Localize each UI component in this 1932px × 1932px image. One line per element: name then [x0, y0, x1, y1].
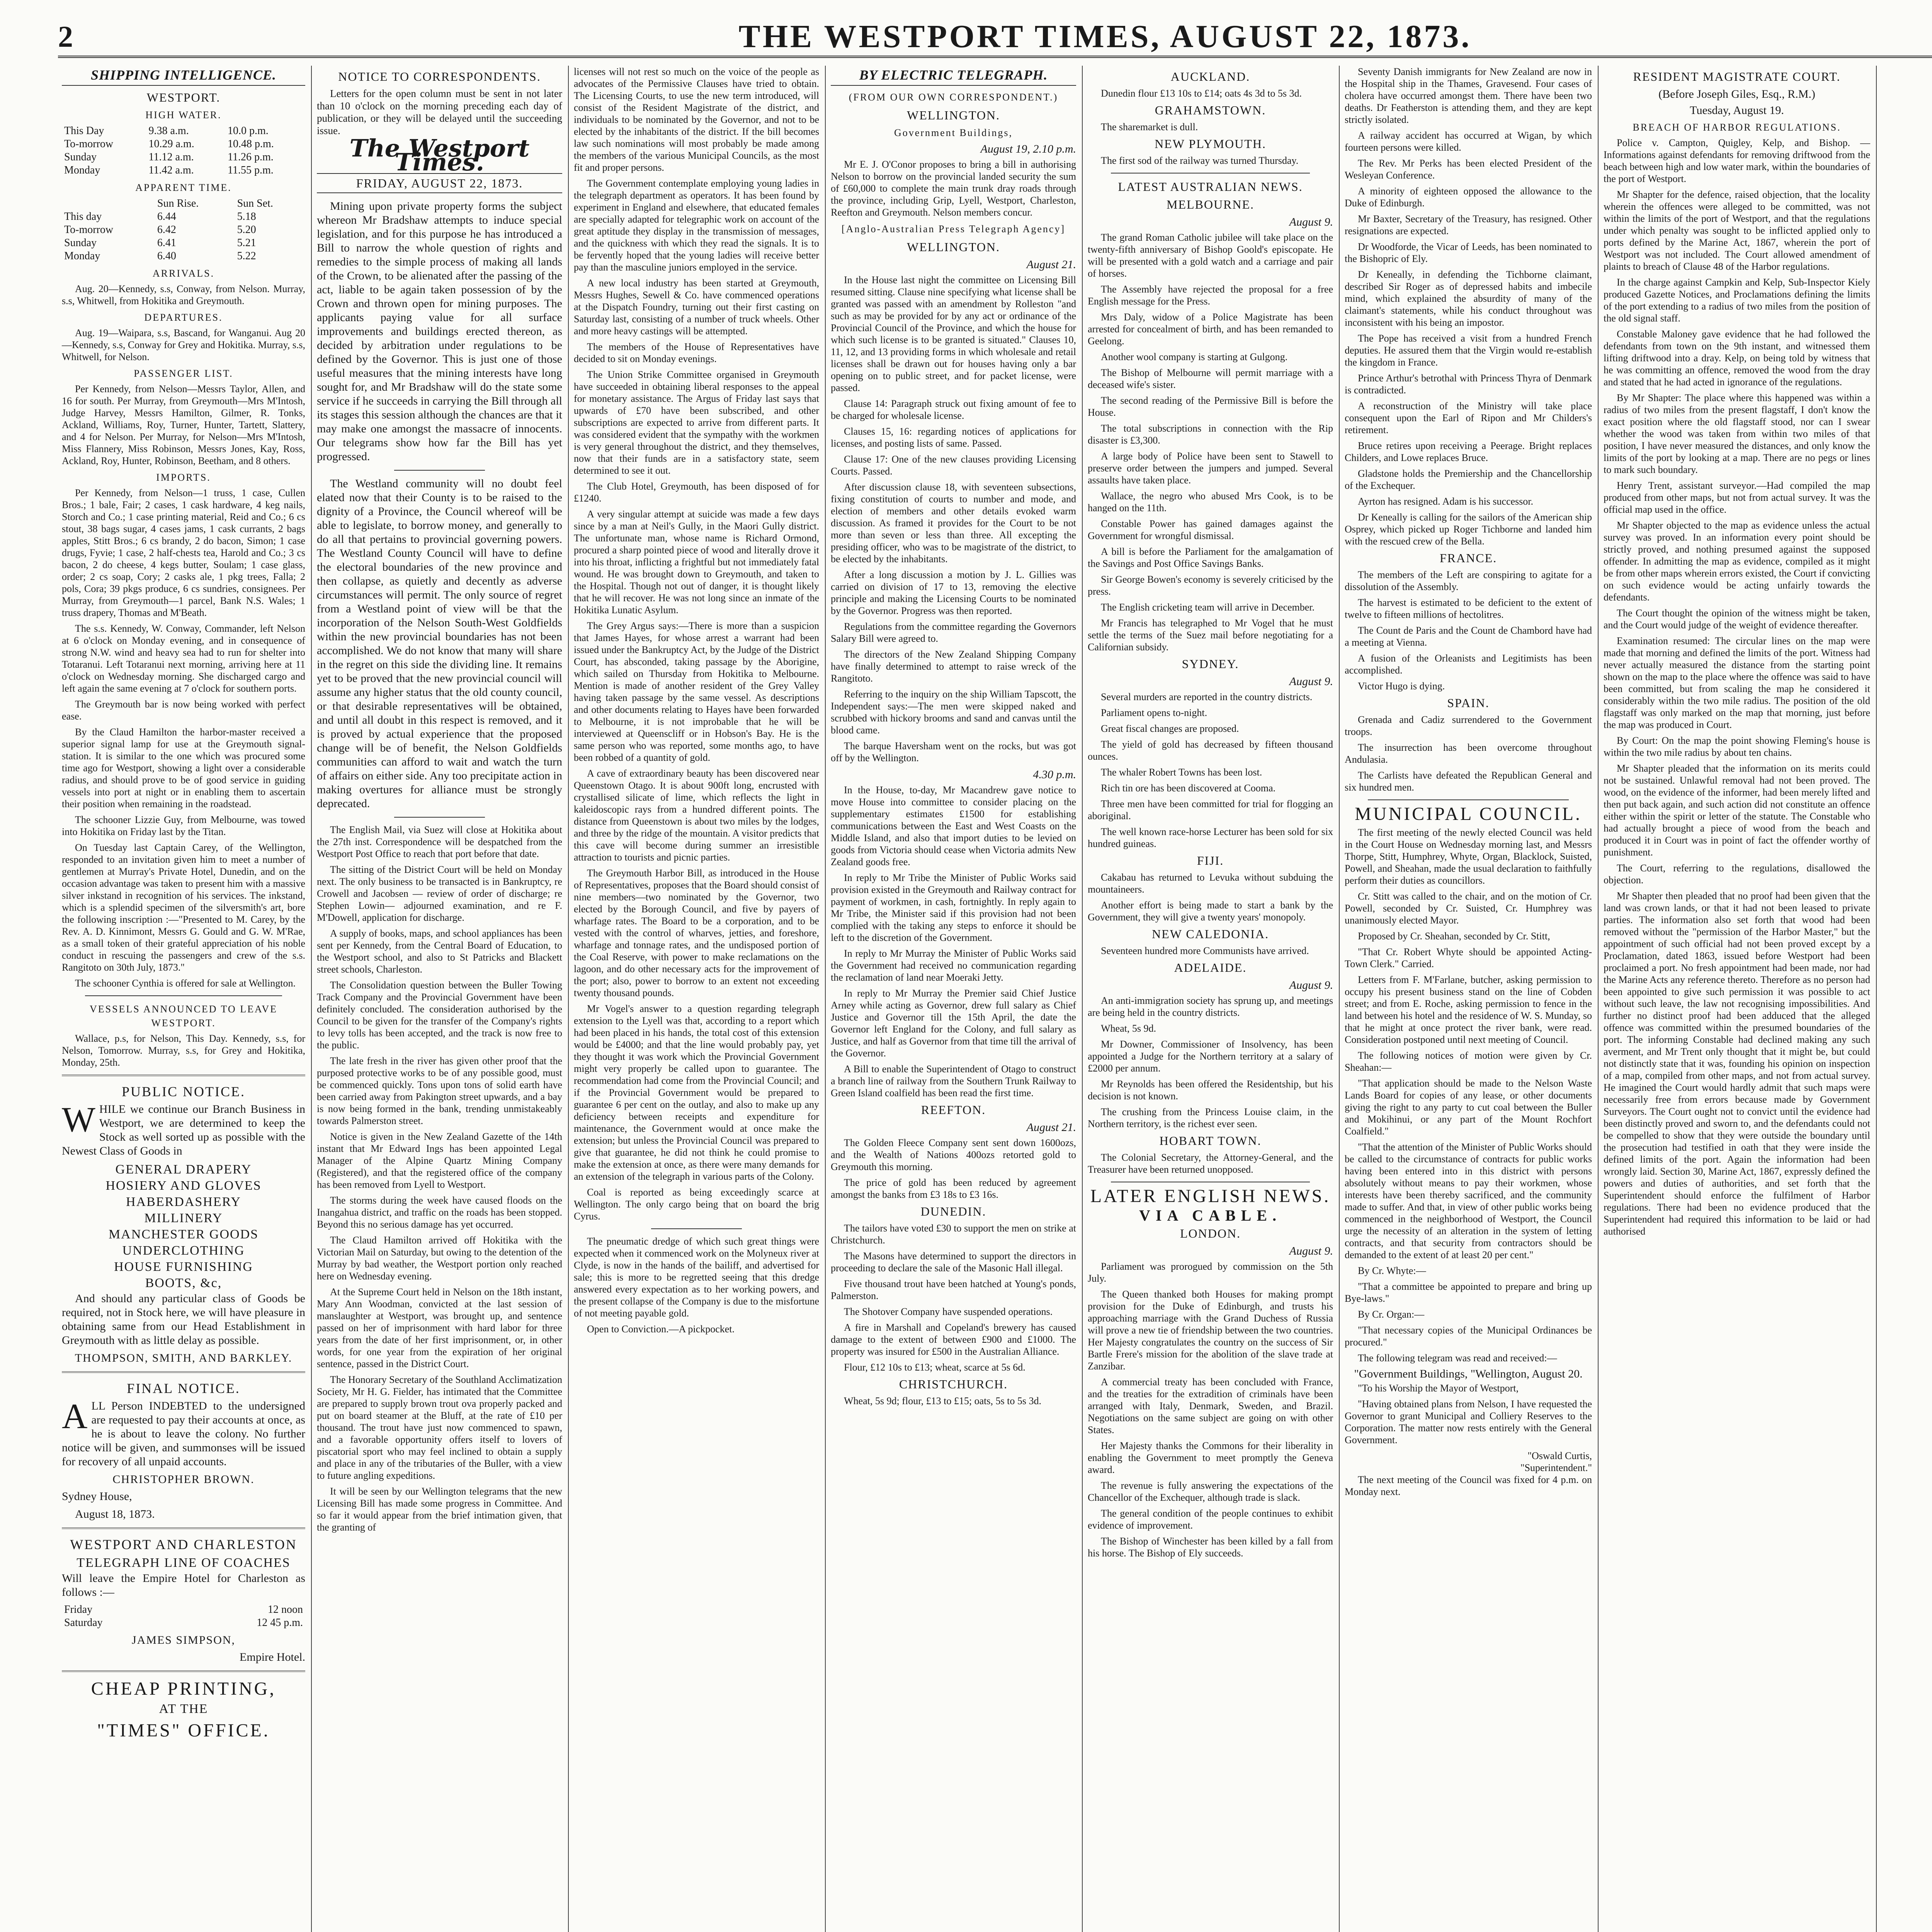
place-heading: HOBART TOWN. [1159, 1134, 1262, 1148]
table-row: Monday 11.42 a.m. 11.55 p.m. [64, 164, 274, 176]
telegram-signature-title: "Superintendent." [1520, 1462, 1592, 1473]
table-row: This day 6.44 5.18 [64, 211, 256, 223]
news-paragraph: A supply of books, maps, and school appliances has been sent per Kennedy, from the Central Board of Education, to the Westport school, and also to St Patricks and Blackett street schools, Charleston. [317, 928, 562, 975]
telegram-paragraph: Five thousand trout have been hatched at Young's ponds, Palmerston. [831, 1278, 1076, 1301]
dropcap-a: A [62, 1396, 88, 1436]
news-paragraph: Dr Woodforde, the Vicar of Leeds, has been nominated to the Bishopric of Ely. [1345, 241, 1592, 264]
arrivals-text: Aug. 20—Kennedy, s.s, Conway, from Nelson. Murray, s.s, Whitwell, from Hokitika and Greymouth. [62, 283, 305, 306]
via-cable-heading: VIA CABLE. [1139, 1207, 1282, 1224]
printing-ad [62, 1670, 305, 1741]
news-paragraph: The English cricketing team will arrive in December. [1101, 602, 1315, 613]
court-paragraph: Mr Shapter for the defence, raised objection, that the locality wherein the offences were alleged to be committed, was not within the limits of the port of Westport, and that the regulations under which penalty was sought to be inflicted applied only to ports defined by the Marine Act, 1867, wherein the port of Westport was not included. The Court allowed amendment of plaints to breach of Clause 48 of the Harbor regulations. [1604, 189, 1870, 272]
news-paragraph: The storms during the week have caused floods on the Inangahua district, and traffic on the roads has been stopped. Beyond this no serious damage has yet occurred. [317, 1195, 562, 1230]
high-water-table [62, 124, 305, 177]
telegram-paragraph: The directors of the New Zealand Shipping Company have finally determined to attempt to raise wreck of the Rangitoto. [831, 649, 1076, 684]
place-heading: REEFTON. [921, 1103, 986, 1117]
telegram-paragraph: Regulations from the committee regarding the Governors Salary Bill were agreed to. [831, 621, 1076, 644]
telegram-paragraph: In the House last night the committee on Licensing Bill resumed sitting. Clause nine specifying what license shall be granted was passed with an amendment by Rolleston "and such as may be provided for by any act or ordinance of the Provincial Council of the Province, and which the house for which such license is to be granted is situated." Clauses 10, 11, 12, and 13 providing forms in which wholesale and retail licenses shall be drawn out for houses having only a bar opening on to public street, and for packet license, were passed. [831, 274, 1076, 393]
place-heading: DUNEDIN. [920, 1204, 986, 1218]
divider [85, 995, 282, 996]
column-1 [58, 66, 309, 1932]
place-heading: LONDON. [1180, 1226, 1241, 1240]
port-heading: WESTPORT. [146, 90, 221, 104]
court-paragraph: Mr Shapter objected to the map as evidence unless the actual survey was proved. In an information every point should be strictly proved, and nothing presumed against the supposed offender. In admitting the map as evidence, compiled as it might be from other maps wherein errors existed, the Court if convicting on such evidence would be acting unfairly towards the defendants. [1604, 520, 1870, 603]
news-paragraph: Mr Baxter, Secretary of the Treasury, has resigned. Other resignations are expected. [1345, 213, 1592, 236]
court-date: Tuesday, August 19. [1690, 104, 1784, 117]
ad-place: Sydney House, [62, 1490, 132, 1503]
column-rule [568, 66, 569, 1932]
telegram-paragraph: A fire in Marshall and Copeland's brewery has caused damage to the extent of between £900 and £1000. The property was insured for £500 in the Australian Alliance. [831, 1322, 1076, 1357]
column-2 [313, 66, 566, 1932]
coach-times [62, 1603, 305, 1629]
news-paragraph: Seventy Danish immigrants for New Zealand are now in the Hospital ship in the Thames, Gravesend. Four cases of cholera have occurred amongst them. There have been two deaths. Dr Featherston is attending them, and they are kept strictly isolated. [1345, 66, 1592, 125]
high-water-heading: HIGH WATER. [145, 109, 222, 121]
final-notice-ad [62, 1371, 305, 1521]
place-heading: SYDNEY. [1182, 657, 1239, 671]
news-paragraph: Dr Keneally is calling for the sailors of the American ship Osprey, which picked up Roger Tichborne and landed him with the rescued crew of the Bella. [1345, 512, 1592, 547]
news-paragraph: A railway accident has occurred at Wigan, by which fourteen persons were killed. [1345, 130, 1592, 153]
place-heading: CHRISTCHURCH. [899, 1377, 1008, 1391]
news-paragraph: The Queen thanked both Houses for making prompt provision for the Duke of Edinburgh, and trusts his approaching marriage with the Grand Duchess of Russia will prove a new tie of friendship between the two countries. Her Majesty congratulates the country on the success of Sir Bartle Frere's mission for the abolition of the slave trade at Zanzibar. [1088, 1289, 1333, 1372]
ad-text: WHILE we continue our Branch Business in Westport, we are determined to keep the Stock as well sorted up as possible with the Newest Class of Goods in [62, 1100, 305, 1157]
news-paragraph: Victor Hugo is dying. [1358, 680, 1445, 692]
news-paragraph: Another effort is being made to start a bank by the Government, they will give a twenty years' monopoly. [1088, 900, 1333, 923]
shipping-paragraph: On Tuesday last Captain Carey, of the Wellington, responded to an invitation given him to meet a number of gentlemen at Murray's Private Hotel, Dunedin, and on the occasion advantage was taken to present him with a massive silver inkstand in recognition of his services. The inkstand, which is a splendid specimen of the silversmith's art, bore the following inscription :—"Presented to M. Carey, by the Rev. A. D. Kinnimont, Messrs G. Gould and G. W. M'Rae, as a small token of their grateful appreciation of his noble conduct in rescuing the passengers and crew of the s.s. Rangitoto on 30th July, 1873." [62, 842, 305, 973]
dateline: August 9. [1289, 216, 1333, 228]
section-heading: LATER ENGLISH NEWS. [1090, 1186, 1331, 1206]
news-paragraph: An anti-immigration society has sprung up, and meetings are being held in the country districts. [1088, 995, 1333, 1018]
court-heading: RESIDENT MAGISTRATE COURT. [1633, 70, 1841, 83]
passenger-heading: PASSENGER LIST. [134, 368, 233, 379]
ad-signature: JAMES SIMPSON, [131, 1634, 236, 1646]
notice-heading: NOTICE TO CORRESPONDENTS. [338, 70, 541, 83]
telegram-body: "Having obtained plans from Nelson, I have requested the Governor to grant Municipal and Colliery Reserves to the Corporation. The matter now rests entirely with the General Government. [1345, 1398, 1592, 1446]
place-heading: GRAHAMSTOWN. [1155, 103, 1266, 117]
news-paragraph: The Grey Argus says:—There is more than a suspicion that James Hayes, for whose arrest a warrant had been issued under the Bankruptcy Act, by the Judge of the District Court, has absconded, taking passage by the Aborigine, which sailed on Thursday from Hokitika to Melbourne. Mention is made of another resident of the Grey Valley having taken passage by the same vessel. As descriptions and other documents relating to Hayes have been forwarded to Melbourne, it is not improbable that he will be interviewed at Queenscliff or in Hobson's Bay. He is the same person who was reported, some months ago, to have been robbed of a quantity of gold. [574, 620, 819, 763]
column-rule [825, 66, 826, 1932]
news-paragraph: The Rev. Mr Perks has been elected President of the Wesleyan Conference. [1345, 158, 1592, 181]
table-header: Sun Rise. Sun Set. [157, 197, 273, 209]
telegram-paragraph: In reply to Mr Murray the Premier said Chief Justice Arney while acting as Governor, drew full salary as Chief Justice and Governor till the 15th April, the date the Governor left England for the Colony, and full salary as Justice, and half as Governor from that time till the arrival of the Governor. [831, 988, 1076, 1059]
news-paragraph: Ayrton has resigned. Adam is his successor. [1358, 496, 1533, 507]
news-paragraph: The Colonial Secretary, the Attorney-General, and the Treasurer have been returned unopposed. [1088, 1152, 1333, 1175]
news-paragraph: The Bishop of Melbourne will permit marriage with a deceased wife's sister. [1088, 367, 1333, 390]
column-6 [1341, 66, 1596, 1932]
divider [394, 470, 485, 471]
news-paragraph: Notice is given in the New Zealand Gazette of the 14th instant that Mr Edward Ings has been appointed Legal Manager of the Alpine Quartz Mining Company (Registered), and that the registered office of the company has been removed from Lyell to Westport. [317, 1131, 562, 1190]
news-paragraph: A fusion of the Orleanists and Legitimists has been accomplished. [1345, 653, 1592, 676]
apparent-time-table [62, 197, 305, 263]
telegram-paragraph: Clauses 15, 16: regarding notices of applications for licenses, and posting lists of same. Passed. [831, 426, 1076, 449]
court-paragraph: In the charge against Campkin and Kelp, Sub-Inspector Kiely produced Gazette Notices, and Proclamations defining the limits of the port extending to a radius of two miles from the position of the old signal staff. [1604, 277, 1870, 324]
news-paragraph: A commercial treaty has been concluded with France, and the treaties for the extradition of criminals have been arranged with Italy, Denmark, Sweden, and Brazil. Negotiations on the same subject are going on with other States. [1088, 1376, 1333, 1435]
news-paragraph: The Honorary Secretary of the Southland Acclimatization Society, Mr H. G. Fielder, has intimated that the Committee are prepared to supply brown trout ova properly packed and put on board steamer at the Bluff, at the rate of £10 per thousand. The trout have just now commenced to spawn, and a favorable opportunity offers itself to lovers of piscatorial sport who may feel inclined to obtain a supply and place in any of the tributaries of the Buller, with a view to future angling expeditions. [317, 1374, 562, 1481]
telegram-paragraph: Clause 14: Paragraph struck out fixing amount of fee to be charged for wholesale license. [831, 398, 1076, 421]
place-heading: MELBOURNE. [1166, 197, 1255, 211]
news-paragraph: The crushing from the Princess Louise claim, in the Northern territory, is the richest ever seen. [1088, 1106, 1333, 1129]
news-paragraph: Rich tin ore has been discovered at Cooma. [1101, 782, 1276, 794]
telegram-signature: "Oswald Curtis, [1527, 1450, 1592, 1461]
newspaper-title: THE WESTPORT TIMES, AUGUST 22, 1873. [738, 19, 1472, 54]
departures-heading: DEPARTURES. [144, 312, 223, 323]
news-paragraph: Constable Power has gained damages against the Government for wrongful dismissal. [1088, 518, 1333, 541]
telegram-paragraph: The first sod of the railway was turned Thursday. [1101, 155, 1299, 166]
table-row: Sunday 11.12 a.m. 11.26 p.m. [64, 151, 274, 163]
news-paragraph: The next meeting of the Council was fixed for 4 p.m. on Monday next. [1345, 1474, 1592, 1497]
news-paragraph: "That the attention of the Minister of Public Works should be called to the circumstance of contracts for public works having been entered into in this district with persons absolutely without means to pay their workmen, whose interests have been thereby sacrificed, and the community made to suffer. And that, in view of other public works being commenced in the neighborhood of Westport, the Council urge the necessity of an alteration in the system of letting contracts, and that security from contractors should be demanded to the extent of at least 20 per cent." [1345, 1141, 1592, 1260]
telegram-paragraph: In reply to Mr Murray the Minister of Public Works said the Government had received no communication regarding the reclamation of land near Moeraki Jetty. [831, 948, 1076, 983]
shipping-paragraph: The schooner Cynthia is offered for sale at Wellington. [75, 978, 296, 989]
ad-subtitle: TELEGRAPH LINE OF COACHES [77, 1556, 291, 1570]
place-heading: FIJI. [1197, 854, 1224, 867]
ad-title: PUBLIC NOTICE. [122, 1084, 245, 1099]
dateline: August 9. [1289, 979, 1333, 992]
telegram-paragraph: Clause 17: One of the new clauses providing Licensing Courts. Passed. [831, 454, 1076, 477]
column-8 [1878, 66, 1932, 1932]
news-paragraph: The Count de Paris and the Count de Chambord have had a meeting at Vienna. [1345, 625, 1592, 648]
table-row: Sunday 6.41 5.21 [64, 237, 256, 249]
news-paragraph: The English Mail, via Suez will close at Hokitika about the 27th inst. Correspondence will be despatched from the Westport Post Office to reach that port before that date. [317, 824, 562, 859]
divider [651, 1228, 742, 1229]
table-row: To-morrow 10.29 a.m. 10.48 p.m. [64, 138, 274, 150]
shipping-paragraph: By the Claud Hamilton the harbor-master received a superior signal lamp for use at the Greymouth signal-station. It is similar to the one which was procured some time ago for Westport, showing a light over a considerable radius, and should prove to be of good service in guiding vessels into port at night or in enabling them to ascertain their position when remaining in the roadstead. [62, 726, 305, 810]
dateline: August 19, 2.10 p.m. [980, 143, 1076, 155]
telegram-paragraph: Wheat, 5s 9d; flour, £13 to £15; oats, 5s to 5s 3d. [844, 1395, 1041, 1406]
divider [1368, 799, 1569, 800]
masthead [58, 15, 1932, 58]
dropcap-w: W [62, 1100, 95, 1139]
news-paragraph: The whaler Robert Towns has been lost. [1101, 767, 1262, 778]
news-paragraph: By Cr. Organ:— [1358, 1309, 1425, 1320]
table-row: Friday 12 noon [64, 1604, 303, 1616]
news-paragraph: It will be seen by our Wellington telegrams that the new Licensing Bill has made some progress in Committee. And so far it would appear from the brief intimation given, that the granting of [317, 1486, 562, 1533]
court-paragraph: By Court: On the map the point showing Fleming's house is within the two mile radius by about ten chains. [1604, 735, 1870, 758]
column-rule [1339, 66, 1340, 1932]
news-paragraph: Great fiscal changes are proposed. [1101, 723, 1239, 734]
place-heading: NEW PLYMOUTH. [1155, 137, 1266, 151]
news-paragraph: Another wool company is starting at Gulgong. [1101, 351, 1288, 362]
place-heading: FRANCE. [1439, 551, 1497, 565]
news-paragraph: "That Cr. Robert Whyte should be appointed Acting-Town Clerk." Carried. [1345, 946, 1592, 969]
news-paragraph: The well known race-horse Lecturer has been sold for six hundred guineas. [1088, 826, 1333, 849]
place-heading: SPAIN. [1447, 696, 1490, 710]
place-heading: WELLINGTON. [907, 240, 1000, 254]
news-paragraph: The insurrection has been overcome throughout Andulasia. [1345, 742, 1592, 765]
dateline: August 9. [1289, 1245, 1333, 1257]
section-heading: MUNICIPAL COUNCIL. [1355, 804, 1582, 824]
news-paragraph: The Carlists have defeated the Republican General and six hundred men. [1345, 770, 1592, 793]
news-paragraph: Letters from F. M'Farlane, butcher, asking permission to occupy his present business stand on the line of Cobden street; and from E. Roche, asking permission to fence in the land between his hotel and the residence of W. S. Munday, so that he might at once protect the river bank, were read. Consideration postponed until next meeting of Council. [1345, 974, 1592, 1045]
editorial-paragraph: Mining upon private property forms the subject whereon Mr Bradshaw attempts to induce special legislation, and for this purpose he has introduced a Bill to narrow the whole question of rights and remedies to the simple process of making all lands of the Crown, to be alienated after the passing of the act, liable to be again taken possession of by the Crown and thrown open for mining purposes. The applicants paying value for all surface improvements and buildings erected thereon, as decided by arbitration under regulations to be defined by the Governor. This is just one of those useful measures that the mining interests have long sought for, and Mr Bradshaw will do the state some service if he succeeds in carrying the Bill through all its stages this session although the chances are that it may make one amongst the massacre of innocents. Our telegrams show how far the Bill has yet progressed. [317, 200, 562, 463]
telegram-address: "To his Worship the Mayor of Westport, [1358, 1383, 1519, 1394]
news-paragraph: The revenue is fully answering the expectations of the Chancellor of the Exchequer, although trade is slack. [1088, 1480, 1333, 1503]
news-paragraph: A new local industry has been started at Greymouth, Messrs Hughes, Sewell & Co. have commenced operations at the Dispatch Foundry, turning out their first casting on Saturday last, consisting of a number of truck wheels. Other and more heavy castings will be attempted. [574, 277, 819, 337]
dateline: August 9. [1289, 675, 1333, 688]
telegram-paragraph: Dunedin flour £13 10s to £14; oats 4s 3d to 5s 3d. [1101, 88, 1302, 99]
table-row: Saturday 12 45 p.m. [64, 1617, 303, 1629]
ad-office: "TIMES" OFFICE. [97, 1720, 270, 1741]
ad-text: ALL Person INDEBTED to the undersigned are requested to pay their accounts at once, as he is about to leave the colony. No further notice will be given, and summonses will be issued for recovery of all unpaid accounts. [62, 1396, 305, 1468]
news-paragraph: Three men have been committed for trial for flogging an aboriginal. [1088, 798, 1333, 821]
ad-text: AT THE [159, 1702, 208, 1716]
telegram-paragraph: The Shotover Company have suspended operations. [844, 1306, 1053, 1317]
news-paragraph: Sir George Bowen's economy is severely criticised by the press. [1088, 574, 1333, 597]
news-paragraph: "That necessary copies of the Municipal Ordinances be procured." [1345, 1325, 1592, 1348]
place-subheading: Government Buildings, [894, 127, 1013, 138]
news-paragraph: At the Supreme Court held in Nelson on the 18th instant, Mary Ann Woodman, convicted at the last session of manslaughter at Westport, was brought up, and sentence passed on her of imprisonment with hard labor for three years from the date of her first imprisonment, or, in other words, for one year from the expiration of her original sentence, passed in the District Court. [317, 1286, 562, 1369]
column-3 [570, 66, 823, 1932]
news-paragraph: Open to Conviction.—A pickpocket. [587, 1323, 735, 1335]
news-paragraph: The first meeting of the newly elected Council was held in the Court House on Wednesday morning last, and Messrs Thorpe, Stitt, Humphrey, Whyte, Organ, Blacklock, Suisted, Powell, and Sheahan, made the usual declaration to faithfully perform their duties as councillors. [1345, 827, 1592, 886]
telegram-paragraph: In reply to Mr Tribe the Minister of Public Works said provision existed in the Greymouth and Railway contract for payment of workmen, in cash, fortnightly. In reply again to Mr Tribe, the Minister said if this provision had not been complied with the taking any steps to enforce it should be left to the discretion of the Government. [831, 872, 1076, 943]
apparent-time-heading: APPARENT TIME. [135, 182, 232, 193]
news-paragraph: The Union Strike Committee organised in Greymouth have succeeded in obtaining liberal responses to the appeal for monetary assistance. The Argus of Friday last says that upwards of £70 have been subscribed, and other subscriptions are expected to arrive from different parts. It was considered evident that the sympathy with the workmen is very general throughout the district, and they themselves, now that their funds are in a satisfactory state, seem determined to see it out. [574, 369, 819, 476]
news-paragraph: The pneumatic dredge of which such great things were expected when it commenced work on the Molyneux river at Clyde, is now in the hands of the bailiff, and advertised for sale; this is more to be regretted seeing that this dredge answered every expectation as to her working powers, and the present collapse of the Company is due to the misfortune of not meeting payable gold. [574, 1236, 819, 1319]
news-paragraph: A reconstruction of the Ministry will take place consequent upon the Earl of Ripon and Mr Childers's retirement. [1345, 400, 1592, 435]
passenger-text: Per Kennedy, from Nelson—Messrs Taylor, Allen, and 16 for south. Per Murray, from Greymouth—Mrs M'Intosh, Judge Harvey, Messrs Hamilton, Gilmer, R. Tonks, Ackland, Williams, Roy, Turner, Hunter, Tartett, Slattery, and 4 for Nelson. Per Murray, for Nelson—Mrs M'Intosh, Miss Flannery, Miss Robinson, Messrs Jones, Kay, Ross, Ackland, Roy, Hunter, Robinson, Beetham, and 8 others. [62, 383, 305, 466]
telegram-paragraph: The sharemarket is dull. [1101, 121, 1198, 133]
column-rule [1876, 66, 1877, 1932]
column-rule [1598, 66, 1599, 1932]
court-paragraph: Mr Shapter pleaded that the information on its merits could not be sustained. Unlawful removal had not been proved. The wood, on the evidence of the informer, had been merely lifted and then put back again, and such action did not constitute an offence either within the spirit or letter of the statute. The Constable who had actually brought a piece of wood from the beach and produced it in Court was in point of fact the offender worthy of punishment. [1604, 763, 1870, 858]
agency-line: [Anglo-Australian Press Telegraph Agency] [841, 223, 1066, 235]
notice-text: Letters for the open column must be sent in not later than 10 o'clock on the morning preceding each day of publication, or they will be delayed until the succeeding issue. [317, 88, 562, 136]
place-heading: AUCKLAND. [1170, 70, 1250, 83]
news-paragraph: Mr Downer, Commissioner of Insolvency, has been appointed a Judge for the Northern territory at a salary of £2000 per annum. [1088, 1039, 1333, 1074]
news-paragraph: A minority of eighteen opposed the allowance to the Duke of Edinburgh. [1345, 185, 1592, 209]
ad-signature: THOMPSON, SMITH, AND BARKLEY. [75, 1352, 293, 1364]
news-paragraph: Prince Arthur's betrothal with Princess Thyra of Denmark is contradicted. [1345, 372, 1592, 396]
imports-heading: IMPORTS. [156, 472, 211, 483]
imports-text: Per Kennedy, from Nelson—1 truss, 1 case, Cullen Bros.; 1 bale, Fair; 2 cases, 1 cask hardware, 4 keg nails, Storch and Co.; 1 case printing material, Reid and Co.; 6 cs stout, 38 bags sugar, 4 cases jams, 1 cask currants, 2 bags apples, Stitt Bros.; 6 cs brandy, 2 do bacon, Simon; 1 case drugs, Fyvie; 1 case, 2 half-chests tea, Harold and Co.; 3 cs bacon, 2 do cheese, 4 kegs butter, Soulam; 1 case glass, order; 2 cs soap, Cory; 2 casks ale, 1 pkg trees, Falla; 2 pols, Cora; 39 pkgs produce, 6 cs sundries, consignees. Per Murray, from Greymouth—1 parcel, Bank N.S. Wales; 1 truss drapery, Thomas and M'Beath. [62, 487, 305, 618]
divider [394, 817, 485, 818]
court-bench: (Before Joseph Giles, Esq., R.M.) [1658, 88, 1815, 100]
editorial-paragraph: The Westland community will no doubt feel elated now that their County is to be raised to the dignity of a Province, the Council whereof will be able to legislate, to borrow money, and generally to do all that pertains to provincial governing powers. The Westland County Council will have to define the electoral boundaries of the new province and then collapse, as quietly and decently as adverse circumstances will permit. The only source of regret from a Westland point of view will be that the incorporation of the Nelson South-West Goldfields within the new provincial boundaries has not been accomplished. We do not know that many will share in the regret on this side the dividing line. It remains yet to be proved that the new provincial council will assume any higher status that the old county council, or that desirable representatives will be obtained, and until all doubt in this respect is removed, and it is proved by actual experience that the proposed change will be of benefit, the Nelson Goldfields communities can afford to wait and watch the turn of affairs on either side. Any too precipitate action in making overtures for alliance must be strongly deprecated. [317, 477, 562, 810]
correspondent-line: (FROM OUR OWN CORRESPONDENT.) [849, 92, 1058, 103]
dateline: 4.30 p.m. [1033, 768, 1076, 781]
column-7 [1600, 66, 1874, 1932]
news-paragraph: The Pope has received a visit from a hundred French deputies. He assured them that the Virgin would re-establish the kingdom in France. [1345, 333, 1592, 368]
place-heading: ADELAIDE. [1174, 961, 1247, 975]
column-rule [1082, 66, 1083, 1932]
section-heading: LATEST AUSTRALIAN NEWS. [1118, 180, 1303, 194]
news-paragraph: A bill is before the Parliament for the amalgamation of the Savings and Post Office Savings Banks. [1088, 546, 1333, 569]
telegram-paragraph: Flour, £12 10s to £13; wheat, scarce at 5s 6d. [844, 1362, 1026, 1373]
telegram-paragraph: The tailors have voted £30 to support the men on strike at Christchurch. [831, 1223, 1076, 1246]
ad-date: August 18, 1873. [75, 1508, 155, 1520]
news-paragraph: licenses will not rest so much on the voice of the people as advocates of the Permissive Clauses have tried to obtain. The Licensing Courts, to use the new term introduced, will consist of the Resident Magistrate of the district, and individuals to be nominated by the Governor, and not to be elected by the inhabitants of the district. If the bill becomes law such nominations will most probably be made among the members of the various Municipal Councils, as the most fit and proper persons. [574, 66, 819, 173]
shipping-heading: SHIPPING INTELLIGENCE. [62, 68, 305, 86]
ad-title: CHEAP PRINTING, [91, 1679, 276, 1699]
shipping-paragraph: The Greymouth bar is now being worked with perfect ease. [62, 699, 305, 722]
news-paragraph: Seventeen hundred more Communists have arrived. [1101, 945, 1309, 956]
news-paragraph: Mr Francis has telegraphed to Mr Vogel that he must settle the terms of the Suez mail before negotiating for a Californian subsidy. [1088, 617, 1333, 653]
news-paragraph: Parliament opens to-night. [1101, 707, 1208, 718]
departures-text: Aug. 19—Waipara, s.s, Bascand, for Wanganui. Aug 20—Kennedy, s.s, Conway for Grey and Hokitika. Murray, s.s, Whitwell, for Nelson. [62, 327, 305, 362]
news-paragraph: Gladstone holds the Premiership and the Chancellorship of the Exchequer. [1345, 468, 1592, 491]
telegram-paragraph: Mr E. J. O'Conor proposes to bring a bill in authorising Nelson to borrow on the provincial landed security the sum of £60,000 to complete the main trunk dray roads through the province, including Grip, Lyell, Westport, Charleston, Reefton and Greymouth. Nelson members concur. [831, 159, 1076, 218]
telegram-paragraph: In the House, to-day, Mr Macandrew gave notice to move House into committee to consider placing on the supplementary estimates £1500 for establishing communications between the East and West Coasts on the Middle Island, and also that import duties to be levied on goods from Victoria should cease when Victoria admits New Zealand goods free. [831, 784, 1076, 867]
ad-signature: CHRISTOPHER BROWN. [112, 1473, 255, 1486]
ad-text: And should any particular class of Goods be required, not in Stock here, we will have pleasure in obtaining same from our Head Establishment in Greymouth with as little delay as possible. [62, 1292, 305, 1347]
court-paragraph: Examination resumed: The circular lines on the map were made that morning and defined the limits of the port. Witness had never actually measured the distance from the starting point shown on the map to the place where the offence was said to have been committed, but from scaling the map he considered it considerably within the two mile radius. The position of the old flagstaff was only marked on the map that morning, just before the map was produced in Court. [1604, 635, 1870, 730]
court-paragraph: Henry Trent, assistant surveyor.—Had compiled the map produced from other maps, but not from actual survey. It was the official map used in the office. [1604, 480, 1870, 515]
news-paragraph: The Bishop of Winchester has been killed by a fall from his horse. The Bishop of Ely succeeds. [1088, 1536, 1333, 1559]
dateline: August 21. [1026, 1121, 1076, 1134]
news-paragraph: "That application should be made to the Nelson Waste Lands Board for copies of any lease, or other documents giving the right to any party to cut coal between the Buller and Mokihinui, or any part of the Mount Rochfort Coalfield." [1345, 1078, 1592, 1137]
news-paragraph: Cakabau has returned to Levuka without subduing the mountaineers. [1088, 872, 1333, 895]
court-subheading: BREACH OF HARBOR REGULATIONS. [1633, 122, 1841, 133]
court-paragraph: The Court, referring to the regulations, disallowed the objection. [1604, 862, 1870, 886]
news-paragraph: The general condition of the people continues to exhibit evidence of improvement. [1088, 1508, 1333, 1531]
news-paragraph: The Claud Hamilton arrived off Hokitika with the Victorian Mail on Saturday, but owing to the detention of the Murray by bad weather, the Westport portion only reached here on Wednesday evening. [317, 1235, 562, 1282]
news-paragraph: The total subscriptions in connection with the Rip disaster is £3,300. [1088, 423, 1333, 446]
news-paragraph: The late fresh in the river has given other proof that the purposed protective works to be of any possible good, must be commenced quickly. Tons upon tons of solid earth have been carried away from Pakington street upwards, and a bay is now being formed in the bank, trending unmistakeably towards Palmerston street. [317, 1055, 562, 1126]
news-paragraph: A cave of extraordinary beauty has been discovered near Queenstown Otago. It is about 900ft long, encrusted with crystallised silicate of lime, which reflects the light in kaleidoscopic rays from a hundred different points. The distance from Queenstown is about two miles by the lodges, and three by the ridge of the mountain. A visitor predicts that this cave will become during summer an irresistible attraction to tourists and picnic parties. [574, 768, 819, 863]
news-paragraph: Parliament was prorogued by commission on the 5th July. [1088, 1261, 1333, 1284]
ad-title: FINAL NOTICE. [127, 1381, 240, 1396]
news-paragraph: "That a committee be appointed to prepare and bring up Bye-laws." [1345, 1281, 1592, 1304]
news-paragraph: A large body of Police have been sent to Stawell to preserve order between the jumpers and jumped. Several assaults have taken place. [1088, 451, 1333, 486]
ad-place: Empire Hotel. [240, 1651, 305, 1663]
news-paragraph: The members of the Left are conspiring to agitate for a dissolution of the Assembly. [1345, 569, 1592, 592]
news-paragraph: The yield of gold has decreased by fifteen thousand ounces. [1088, 739, 1333, 762]
vessels-text: Wallace, p.s, for Nelson, This Day. Kennedy, s.s, for Nelson, Tomorrow. Murray, s.s, for Grey and Hokitika, Monday, 25th. [62, 1033, 305, 1068]
news-paragraph: The Club Hotel, Greymouth, has been disposed of for £1240. [574, 481, 819, 504]
ad-text: Will leave the Empire Hotel for Charleston as follows :— [62, 1572, 305, 1599]
news-paragraph: Bruce retires upon receiving a Peerage. Bright replaces Childers, and Lowe replaces Bruce. [1345, 440, 1592, 463]
news-paragraph: The following notices of motion were given by Cr. Sheahan:— [1345, 1050, 1592, 1073]
news-paragraph: The second reading of the Permissive Bill is before the House. [1088, 395, 1333, 418]
news-paragraph: Mrs Daly, widow of a Police Magistrate has been arrested for concealment of birth, and has been remanded to Geelong. [1088, 311, 1333, 347]
telegraph-heading: BY ELECTRIC TELEGRAPH. [831, 68, 1076, 86]
column-5 [1084, 66, 1337, 1932]
place-heading: WELLINGTON. [907, 108, 1000, 122]
news-paragraph: The following telegram was read and received:— [1358, 1352, 1557, 1364]
news-paragraph: Her Majesty thanks the Commons for their liberality in enabling the Government to meet promptly the Geneva award. [1088, 1440, 1333, 1475]
shipping-paragraph: The schooner Lizzie Guy, from Melbourne, was towed into Hokitika on Friday last by the Titan. [62, 814, 305, 837]
telegram-paragraph: The barque Haversham went on the rocks, but was got off by the Wellington. [831, 740, 1076, 764]
ad-title: WESTPORT AND CHARLESTON [70, 1537, 297, 1552]
news-paragraph: The Government contemplate employing young ladies in the telegraph department as operators. It has been found by experiment in England and elsewhere, that educated females are specially adapted for telegraphic work on account of the great aptitude they display in the transmission of messages, and the quickness with which they read the signals. It is to be fervently hoped that the young ladies will receive better pay than the masculine juniors employed in the service. [574, 178, 819, 273]
table-row: To-morrow 6.42 5.20 [64, 224, 256, 236]
shipping-paragraph: The s.s. Kennedy, W. Conway, Commander, left Nelson at 6 o'clock on Monday evening, and in consequence of strong N.W. wind and heavy sea had to run for shelter into Totaranui. Left Totaranui next morning, arriving here at 11 o'clock on Wednesday morning. She discharged cargo and left again the same evening at 7 o'clock for southern ports. [62, 623, 305, 694]
news-paragraph: Mr Vogel's answer to a question regarding telegraph extension to the Lyell was that, according to a report which had been placed in his hands, the total cost of this extension would be £4000; and that the line would probably pay, yet they thought it was work which the Provincial Government might very properly be called upon to guarantee. The recommendation had come from the Provincial Council; and if the Provincial Government would be prepared to guarantee 6 per cent on the outlay, and also to make up any deficiency between receipts and expenditure for maintenance, the Government would at once make the extension; but unless the Provincial Council was prepared to give that guarantee, he did not think he could promise to make the extension at once, as there were many demands for an extension of the telegraph in various parts of the Colony. [574, 1003, 819, 1182]
telegram-paragraph: Referring to the inquiry on the ship William Tapscott, the Independent says:—The men were skipped naked and scrubbed with hickory brooms and sand and canvas until the blood came. [831, 689, 1076, 736]
news-paragraph: The harvest is estimated to be deficient to the extent of twelve to fifteen millions of hectolitres. [1345, 597, 1592, 620]
court-paragraph: The Court thought the opinion of the witness might be taken, and the Court would judge of the weight of evidence thereafter. [1604, 607, 1870, 631]
public-notice-ad: PUBLIC NOTICE. WHILE we continue our Branch Business in Westport, we are determined to keep the Stock as well sorted up as possible with the Newest Class of Goods in GENERAL DRAPERY HOSIERY AND GLOVES HABERDASHERY MILLINERY MANCHESTER GOODS UNDERCLOTHING HOUSE FURNISHING BOOTS, &c, And should any particular class of Goods be required, not in Stock here, we will have pleasure in obtaining same from our Head Establishment in Greymouth with as little delay as possible. THOMPSON, SMITH, AND BARKLEY. [62, 1075, 305, 1365]
news-paragraph: Proposed by Cr. Sheahan, seconded by Cr. Stitt, [1358, 930, 1550, 942]
news-paragraph: The Consolidation question between the Buller Towing Track Company and the Provincial Government have been definitely concluded. The consideration authorised by the Council to be given for the transfer of the Company's rights to levy tolls has been accepted, and the track is now free to the public. [317, 980, 562, 1051]
telegram-paragraph: The Golden Fleece Company sent sent down 1600ozs, and the Wealth of Nations 400ozs retorted gold to Greymouth this morning. [831, 1137, 1076, 1172]
telegram-paragraph: The price of gold has been reduced by agreement amongst the banks from £3 18s to £3 16s. [831, 1177, 1076, 1200]
news-paragraph: Coal is reported as being exceedingly scarce at Wellington. The only cargo being that on board the brig Cyrus. [574, 1187, 819, 1222]
arrivals-heading: ARRIVALS. [152, 268, 215, 279]
place-heading: NEW CALEDONIA. [1152, 927, 1269, 941]
news-paragraph: Grenada and Cadiz surrendered to the Government troops. [1345, 714, 1592, 737]
news-paragraph: Wallace, the negro who abused Mrs Cook, is to be hanged on the 11th. [1088, 490, 1333, 514]
page-number: 2 [58, 20, 73, 53]
vessels-heading: VESSELS ANNOUNCED TO LEAVE WESTPORT. [89, 1003, 278, 1029]
telegram-paragraph: After discussion clause 18, with seventeen subsections, fixing constitution of courts to number and mode, and election of members and other details evoked warm discussion. As framed it provides for the Court to be not more than seven or less than three. All excepting the presiding officer, who was to be magistrate of the district, to be elected by the inhabitants. [831, 481, 1076, 565]
coach-ad [62, 1527, 305, 1664]
issue-date: FRIDAY, AUGUST 22, 1873. [317, 173, 562, 193]
table-row: This Day 9.38 a.m. 10.0 p.m. [64, 125, 269, 137]
dateline: August 21. [1026, 258, 1076, 271]
news-paragraph: The Assembly have rejected the proposal for a free English message for the Press. [1088, 284, 1333, 307]
news-paragraph: The sitting of the District Court will be held on Monday next. The only business to be transacted is in Bankruptcy, re Crowell and Jacobsen — review of order of discharge; re Stephen Lowin— adjourned examination, and re F. M'Dowell, application for discharge. [317, 864, 562, 923]
news-paragraph: The Greymouth Harbor Bill, as introduced in the House of Representatives, proposes that the Board should consist of nine members—two nominated by the Governor, two elected by the Borough Council, and five by payers of wharfage rates. The Board to be a corporation, and to be vested with the control of wharves, jetties, and foreshore, wharfage and tonnage rates, and the undisposed portion of the Coal Reserve, with power to make reclamations on the lagoon, and do other necessary acts for the improvement of the port; also, power to borrow to an extent not exceeding twenty thousand pounds. [574, 867, 819, 998]
news-paragraph: A very singular attempt at suicide was made a few days since by a man at Neil's Gully, in the Maori Gully district. The unfortunate man, whose name is Richard Ormond, procured a sharp pointed piece of wood and literally drove it into his throat, inflicting a frightful but not immediately fatal wound. He was brought down to Greymouth, and taken to the Hospital. Though not out of danger, it is thought likely that he will recover. He was not long since an inmate of the Hokitika Lunatic Asylum. [574, 509, 819, 616]
column-4 [827, 66, 1080, 1932]
court-paragraph: Police v. Campton, Quigley, Kelp, and Bishop. — Informations against defendants for removing driftwood from the beach between high and low water mark, within the boundaries of the port of Westport. [1604, 137, 1870, 184]
news-paragraph: Mr Reynolds has been offered the Residentship, but his decision is not known. [1088, 1078, 1333, 1102]
news-paragraph: Wheat, 5s 9d. [1101, 1023, 1156, 1034]
news-paragraph: Cr. Stitt was called to the chair, and on the motion of Cr. Powell, seconded by Cr. Suisted, Cr. Humphrey was unanimously elected Mayor. [1345, 891, 1592, 926]
table-row: Monday 6.40 5.22 [64, 250, 256, 262]
telegram-header: "Government Buildings, "Wellington, August 20. [1354, 1367, 1583, 1380]
news-paragraph: Several murders are reported in the country districts. [1101, 691, 1313, 702]
court-paragraph: Mr Shapter then pleaded that no proof had been given that the land was crown lands, or that it had not been leased to private parties. The information also set forth that wood had been removed without the "permission of the Harbor Master," but the appointment of such official had not been proved except by a Proclamation, dated 1863, issued before Westport had been proclaimed a port. No fresh appointment had been made, nor had the Marine Acts any reference thereto. Therefore as no person had been appointed to give such permission it was possible to act without such leave, the law not recognising impossibilities. And further no distinct proof had been adduced that the alleged offence was committed within the presumed boundaries of the port. The informing Constable had declined making any such averment, and Mr Trent only thought that it might be, but could not distinctly state that it was, founding his opinion on inspection of a map, compiled from other maps, and not from actual survey. He imagined the Court would hardly admit that such maps were necessarily free from errors because made by Government Surveyors. The Court ought not to convict until the evidence had been distinctly proved and sworn to, and the defendants could not be compelled to show that they were outside the boundary until the prosecution had testified in oath that they were inside the defined limits of the port. Again the information had been wrongly laid. Section 30, Marine Act, 1867, expressly defined the powers and duties of authorities, and set forth that the Superintendent should enforce the fulfilment of Harbor regulations. There had been no evidence produced that the Superintendent had required this information to be laid or had authorised [1604, 890, 1870, 1237]
paper-title: The Westport Times. [349, 134, 530, 176]
telegram-paragraph: After a long discussion a motion by J. L. Gillies was carried on division of 17 to 13, removing the elective principle and making the Licensing Courts to be nominated by the Governor. Progress was then reported. [831, 569, 1076, 616]
news-paragraph: The grand Roman Catholic jubilee will take place on the twenty-fifth anniversary of Bishop Goold's episcopate. He will be presented with a gold watch and a carriage and pair of horses. [1088, 232, 1333, 279]
telegram-paragraph: The Masons have determined to support the directors in proceeding to declare the sale of the Masonic Hall illegal. [831, 1250, 1076, 1274]
news-paragraph: Dr Keneally, in defending the Tichborne claimant, described Sir Roger as of depressed habits and imbecile mind, which explained the absurdity of many of the claimant's statements, while his conduct throughout was inconsistent with his being an impostor. [1345, 269, 1592, 328]
telegram-paragraph: A Bill to enable the Superintendent of Otago to construct a branch line of railway from the Southern Trunk Railway to Green Island coalfield has been read the first time. [831, 1063, 1076, 1099]
news-paragraph: By Cr. Whyte:— [1358, 1265, 1426, 1276]
court-paragraph: By Mr Shapter: The place where this happened was within a radius of two miles from the present flagstaff, I don't know the exact position where the old flagstaff stood, nor can I swear whether the wood was taken from within two miles of that position, I have never measured the distances, and only know the limits of the port by looking at a map. There are no pegs or lines to mark such boundary. [1604, 392, 1870, 475]
news-paragraph: The members of the House of Representatives have decided to sit on Monday evenings. [574, 341, 819, 364]
court-paragraph: Constable Maloney gave evidence that he had followed the defendants from town on the 9th instant, and witnessed them lifting driftwood into a dray. Kelp, on being told by witness that he was committing an offence, removed the wood from the dray and stated that he had acted in ignorance of the regulations. [1604, 328, 1870, 388]
column-rule [311, 66, 312, 1932]
